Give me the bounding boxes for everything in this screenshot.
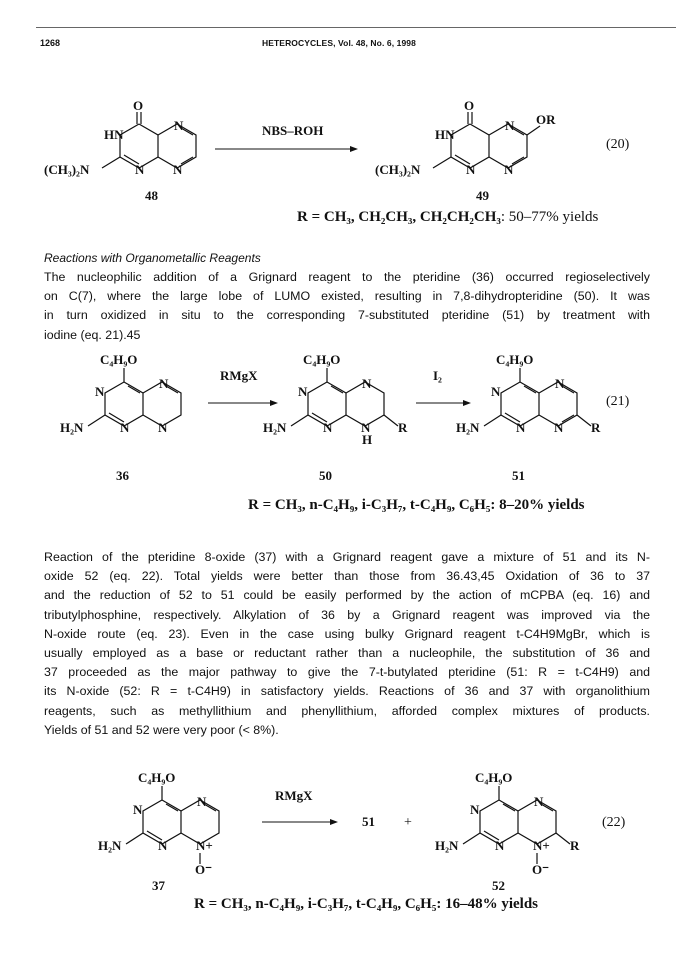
- section-heading: Reactions with Organometallic Reagents: [44, 251, 261, 265]
- text-line: N-oxide route (eq. 23). Even in the case using bulky Grignard reagent t-C4H9MgBr, which is: [44, 626, 650, 641]
- text-line: The nucleophilic addition of a Grignard reagent to the pteridine (36) occurred regioselectively: [44, 270, 650, 284]
- atom-oxygen: O: [133, 98, 144, 113]
- text-line: oxide 52 (eq. 22). Total yields were better than those from 36.43,45 Oxidation of 36 to 37: [44, 569, 650, 584]
- compound-number-36: 36: [116, 468, 129, 483]
- atom-n: N: [135, 162, 145, 177]
- reagent-label: RMgX: [275, 788, 313, 803]
- atom-n: N: [159, 376, 169, 391]
- atom-r: R: [398, 420, 408, 435]
- compound-number-48: 48: [145, 188, 158, 203]
- atom-n: N: [361, 420, 371, 435]
- structure-52: [463, 786, 570, 864]
- atom-n: N: [504, 162, 514, 177]
- scheme-eq22: [40, 758, 650, 898]
- text-line: 37 proceeded as the major pathway to give the 7-t-butylated pteridine (51: R = t-C4H9) and: [44, 665, 650, 680]
- header-rule: [36, 27, 676, 28]
- atom-oxygen: O: [464, 98, 475, 113]
- atom-n: N: [505, 118, 515, 133]
- compound-number-51: 51: [512, 468, 525, 483]
- text-line: tributylphosphine, respectively. Alkylation of 36 by a Grignard reagent was improved via the: [44, 607, 650, 622]
- atom-butoxy: C₄H₉O: [475, 770, 513, 785]
- arrow-head: [463, 400, 471, 406]
- atom-butoxy: C₄H₉O: [303, 352, 341, 367]
- journal-header: HETEROCYCLES, Vol. 48, No. 6, 1998: [262, 38, 416, 48]
- compound-number-52: 52: [492, 878, 505, 893]
- text-line: and the reduction of 52 to 51 could be easily performed by the action of mCPBA (eq. 16) and: [44, 588, 650, 603]
- text-line: on C(7), where the large lobe of LUMO existed, resulting in 7,8-dihydropteridine (50). It was: [44, 289, 650, 304]
- atom-n: N: [495, 838, 505, 853]
- page-number: 1268: [40, 38, 61, 48]
- product-51-label: 51: [362, 814, 375, 829]
- compound-number-50: 50: [319, 468, 332, 483]
- text-line: in turn oxidized in situ to the corresponding 7-substituted pteridine (51) by treatment with: [44, 308, 650, 323]
- reagent-label: NBS–ROH: [262, 123, 324, 138]
- atom-n: N: [323, 420, 333, 435]
- plus-sign: +: [404, 815, 412, 830]
- reagent-label: RMgX: [220, 368, 258, 383]
- atom-n-plus: N+: [196, 838, 213, 853]
- atom-hn: HN: [104, 127, 124, 142]
- text-line: reagents, such as methyllithium and phenyllithium, afforded complex mixtures of products.: [44, 703, 650, 718]
- atom-amino: H₂N: [263, 420, 287, 435]
- arrow-head: [270, 400, 278, 406]
- atom-n: N: [470, 802, 480, 817]
- atom-n: N: [555, 376, 565, 391]
- r-yield: : 50–77% yields: [500, 209, 599, 225]
- atom-amino: H₂N: [98, 838, 122, 853]
- atom-n: N: [554, 420, 564, 435]
- scheme-eq20: [40, 92, 650, 217]
- atom-butoxy: C₄H₉O: [496, 352, 534, 367]
- r-list: R = CH₃, CH₂CH₃, CH₂CH₂CH₃: [297, 209, 501, 225]
- atom-dimethylamino: (CH₃)₂N: [375, 162, 421, 177]
- atom-n: N: [197, 794, 207, 809]
- atom-n: N: [516, 420, 526, 435]
- scheme-eq20-svg: [40, 92, 650, 217]
- text-line: iodine (eq. 21).45: [44, 327, 141, 342]
- reagent-label: I₂: [433, 368, 442, 383]
- r-substituents-line: [297, 209, 598, 226]
- equation-label: (21): [606, 394, 630, 409]
- atom-butoxy: C₄H₉O: [138, 770, 176, 785]
- r-substituents-line: R = CH₃, n-C₄H₉, i-C₃H₇, t-C₄H₉, C₆H₅: 16–48% yields: [194, 896, 539, 912]
- equation-label: (22): [602, 815, 626, 830]
- atom-h: H: [362, 432, 373, 447]
- atom-n: N: [298, 384, 308, 399]
- compound-number-37: 37: [152, 878, 165, 893]
- text-line: Reaction of the pteridine 8-oxide (37) with a Grignard reagent gave a mixture of 51 and its N-: [44, 550, 650, 564]
- atom-or: OR: [536, 112, 556, 127]
- atom-r: R: [591, 420, 601, 435]
- paragraph-2: [44, 548, 650, 740]
- scheme-eq22-svg: [40, 758, 650, 898]
- atom-amino: H₂N: [456, 420, 480, 435]
- atom-n: N: [120, 420, 130, 435]
- atom-n: N: [534, 794, 544, 809]
- paragraph-1: [44, 268, 650, 345]
- atom-n: N: [173, 162, 183, 177]
- atom-n: N: [95, 384, 105, 399]
- scheme-eq21-svg: [40, 340, 650, 490]
- compound-number-49: 49: [476, 188, 489, 203]
- text-line: usually employed as a base or reductant rather than a nucleophile, the substitution of 36 and: [44, 646, 650, 661]
- atom-n: N: [362, 376, 372, 391]
- scheme-eq21: [40, 340, 650, 490]
- atom-n: N: [491, 384, 501, 399]
- atom-dimethylamino: (CH₃)₂N: [44, 162, 90, 177]
- atom-n: N: [158, 420, 168, 435]
- atom-r: R: [570, 838, 580, 853]
- atom-butoxy: C₄H₉O: [100, 352, 138, 367]
- atom-amino: H₂N: [60, 420, 84, 435]
- equation-label: (20): [606, 137, 630, 152]
- atom-n-plus: N+: [533, 838, 550, 853]
- atom-o-minus: O⁻: [195, 862, 212, 877]
- r-substituents-line: R = CH₃, n-C₄H₉, i-C₃H₇, t-C₄H₉, C₆H₅: 8–20% yields: [248, 497, 585, 513]
- atom-n: N: [174, 118, 184, 133]
- text-line: Yields of 51 and 52 were very poor (< 8%).: [44, 722, 279, 737]
- atom-hn: HN: [435, 127, 455, 142]
- atom-o-minus: O⁻: [532, 862, 549, 877]
- arrow-head: [330, 819, 338, 825]
- atom-n: N: [133, 802, 143, 817]
- text-line: its N-oxide (52: R = t-C4H9) in satisfactory yields. Reactions of 36 and 37 with organolithium: [44, 684, 650, 699]
- arrow-head: [350, 146, 358, 152]
- atom-amino: H₂N: [435, 838, 459, 853]
- atom-n: N: [158, 838, 168, 853]
- atom-n: N: [466, 162, 476, 177]
